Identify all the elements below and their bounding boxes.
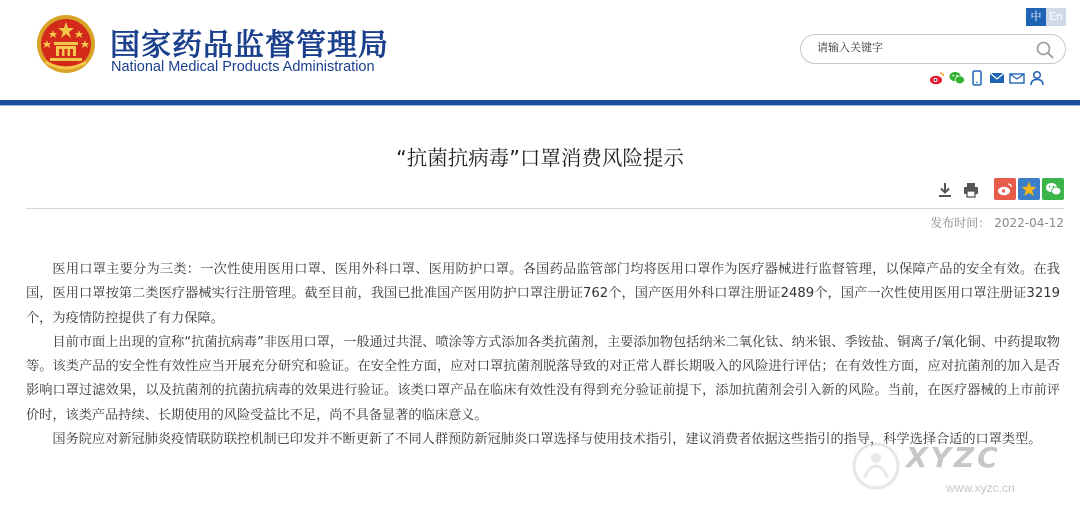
wechat-share-icon[interactable] (1042, 178, 1064, 200)
article-paragraph: 目前市面上出现的宣称“抗菌抗病毒”非医用口罩，一般通过共混、喷涂等方式添加各类抗菌剂，主要添加物包括纳米二氧化钛、纳米银、季铵盐、铜离子/氧化铜、中药提取物等。该类产品的安全性有效性应当开展充分研究和验证。在安全性方面，应对口罩抗菌剂脱落导致的对正常人群长期吸入的风险进行评估；在有效性方面，应对抗菌剂的加入是否影响口罩过滤效果，以及抗菌剂的抗菌抗病毒的效果进行验证。该类口罩产品在临床有效性没有得到充分验证前提下，添加抗菌剂会引入新的风险。当前，在医疗器械的上市前评价时，该类产品持续、长期使用的风险受益比不足，尚不具备显著的临床意义。 (26, 334, 1060, 423)
user-icon[interactable] (1029, 70, 1045, 86)
publish-date (930, 214, 1064, 231)
weibo-share-icon[interactable] (994, 178, 1016, 200)
site-header (0, 0, 1080, 100)
wechat-icon[interactable] (949, 70, 965, 86)
mail-icon[interactable] (989, 70, 1005, 86)
lang-zh-button[interactable]: 中 (1026, 8, 1046, 26)
header-divider-line (0, 105, 1080, 106)
mobile-icon[interactable] (969, 70, 985, 86)
article-tools (936, 181, 980, 199)
header-share-icons (929, 70, 1045, 86)
qzone-share-icon[interactable] (1018, 178, 1040, 200)
watermark-url: www.xyzc.cn (946, 481, 1015, 495)
publish-date-label: 发布时间： (930, 216, 991, 230)
weibo-icon[interactable] (929, 70, 945, 86)
article-body (26, 258, 1060, 452)
site-title-en: National Medical Products Administration (111, 59, 375, 75)
search-box (800, 34, 1066, 64)
mailbox-icon[interactable] (1009, 70, 1025, 86)
watermark-text: XYZC (906, 441, 1001, 474)
search-input[interactable] (817, 41, 1017, 54)
site-title-cn[interactable]: 国家药品监督管理局 (110, 28, 389, 63)
article-title: “抗菌抗病毒”口罩消费风险提示 (396, 146, 684, 170)
search-icon[interactable] (1035, 40, 1055, 60)
article-paragraph: 医用口罩主要分为三类：一次性使用医用口罩、医用外科口罩、医用防护口罩。各国药品监管部门均将医用口罩作为医疗器械进行监督管理，以保障产品的安全有效。在我国，医用口罩按第二类医疗器械实行注册管理。截至目前，我国已批准国产医用防护口罩注册证762个，国产医用外科口罩注册证2489个，国产一次性使用医用口罩注册证3219个，为疫情防控提供了有力保障。 (26, 262, 1060, 326)
national-emblem-logo[interactable] (36, 14, 96, 74)
download-icon[interactable] (936, 181, 954, 199)
lang-en-button[interactable]: En (1046, 8, 1066, 26)
article-paragraph: 国务院应对新冠肺炎疫情联防联控机制已印发并不断更新了不同人群预防新冠肺炎口罩选择与使用技术指引，建议消费者依据这些指引的指导，科学选择合适的口罩类型。 (52, 432, 1042, 448)
article-share-buttons (994, 178, 1064, 200)
print-icon[interactable] (962, 181, 980, 199)
publish-date-value: 2022-04-12 (994, 216, 1064, 230)
article-divider (26, 208, 1064, 209)
language-switch (1026, 8, 1066, 26)
